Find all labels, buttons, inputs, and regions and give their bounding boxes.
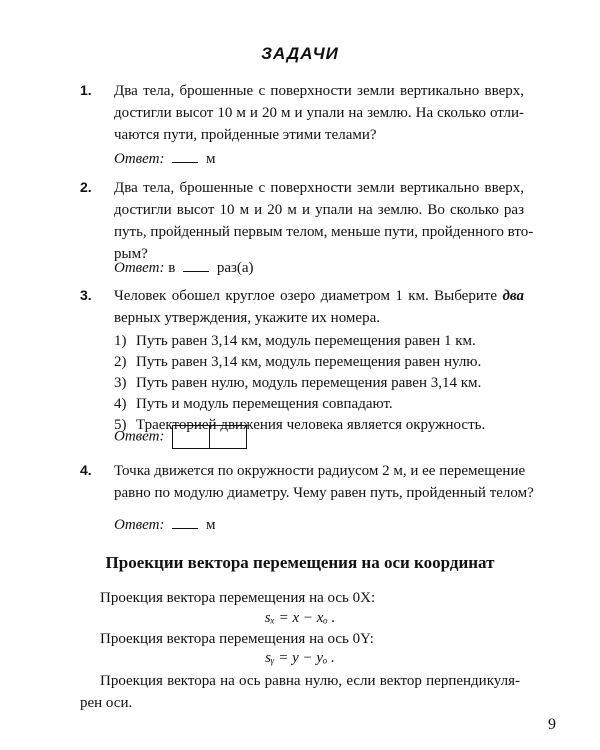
option-number: 3) — [114, 375, 127, 391]
task-line: достигли высот 10 м и 20 м и упали на землю. На сколько отли- — [114, 105, 524, 121]
task-2 — [80, 177, 534, 277]
note-paragraph — [80, 670, 520, 714]
answer-row — [114, 148, 215, 168]
task-line: равно по модулю диаметру. Чему равен путь, пройденный телом? — [114, 485, 534, 501]
answer-row — [114, 257, 254, 277]
answer-blank[interactable] — [172, 148, 198, 163]
answer-blank[interactable] — [183, 257, 209, 272]
answer-label: Ответ: — [114, 260, 165, 276]
emphasis-word: два — [502, 288, 525, 304]
task-line: чаются пути, пройденные этими телами? — [114, 127, 377, 143]
answer-blank[interactable] — [172, 514, 198, 529]
option-text: Траекторией движения человека является окружность. — [136, 417, 486, 433]
answer-label: Ответ: — [114, 517, 165, 533]
note-line: рен оси. — [80, 695, 133, 711]
answer-box[interactable] — [173, 426, 209, 448]
option-text: Путь и модуль перемещения совпадают. — [136, 396, 393, 412]
proj-y-text: Проекция вектора перемещения на ось 0Y: — [100, 631, 374, 647]
option-text: Путь равен 3,14 км, модуль перемещения равен нулю. — [136, 354, 482, 370]
section-heading-tasks: ЗАДАЧИ — [261, 44, 339, 63]
option-number: 1) — [114, 333, 127, 349]
task-number: 1. — [80, 82, 92, 98]
answer-unit: м — [205, 151, 216, 167]
option-text: Путь равен 3,14 км, модуль перемещения равен 1 км. — [136, 333, 476, 349]
option-number: 2) — [114, 354, 127, 370]
option-item — [114, 352, 534, 373]
note-line: Проекция вектора на ось равна нулю, если вектор перпендикуля- — [100, 673, 520, 689]
task-line-part: Человек обошел круглое озеро диаметром 1 км. Выберите — [114, 288, 498, 304]
task-number: 2. — [80, 179, 92, 195]
task-text — [114, 460, 534, 504]
task-number: 4. — [80, 462, 92, 478]
answer-boxes — [172, 425, 247, 449]
section-title: Проекции вектора перемещения на оси координат — [105, 553, 495, 572]
task-1 — [80, 80, 524, 167]
answer-unit: м — [205, 517, 216, 533]
task-4 — [80, 460, 534, 540]
answer-prefix: в — [168, 260, 176, 276]
option-number: 5) — [114, 417, 127, 433]
task-line: Два тела, брошенные с поверхности земли вертикально вверх, — [114, 83, 524, 99]
option-item — [114, 331, 534, 352]
formula-x: sₓ = x − xₒ . — [264, 610, 336, 626]
answer-unit: раз(а) — [216, 260, 254, 276]
page-number: 9 — [548, 716, 556, 733]
task-line: Точка движется по окружности радиусом 2 м, и ее перемещение — [114, 463, 526, 479]
answer-row — [114, 425, 247, 449]
task-text — [114, 285, 524, 329]
task-line: рым? — [114, 246, 148, 262]
option-number: 4) — [114, 396, 127, 412]
task-line: Два тела, брошенные с поверхности земли вертикально вверх, — [114, 180, 524, 196]
answer-box[interactable] — [209, 426, 246, 448]
answer-label: Ответ: — [114, 428, 165, 445]
answer-label: Ответ: — [114, 151, 165, 167]
task-text — [114, 80, 524, 146]
option-list — [114, 331, 534, 436]
answer-row — [114, 514, 215, 534]
task-line — [114, 285, 524, 307]
task-line: путь, пройденный первым телом, меньше пути, пройденного вто- — [114, 224, 534, 240]
option-item — [114, 394, 534, 415]
task-text — [114, 177, 534, 265]
task-line: достигли высот 10 м и 20 м и упали на землю. Во сколько раз — [114, 202, 524, 218]
option-text: Путь равен нулю, модуль перемещения равен 3,14 км. — [136, 375, 482, 391]
task-number: 3. — [80, 287, 92, 303]
task-3 — [80, 285, 525, 445]
formula-y: sᵧ = y − yₒ . — [265, 650, 335, 666]
option-item — [114, 373, 534, 394]
proj-x-text: Проекция вектора перемещения на ось 0X: — [100, 590, 376, 606]
task-line: верных утверждения, укажите их номера. — [114, 310, 380, 326]
